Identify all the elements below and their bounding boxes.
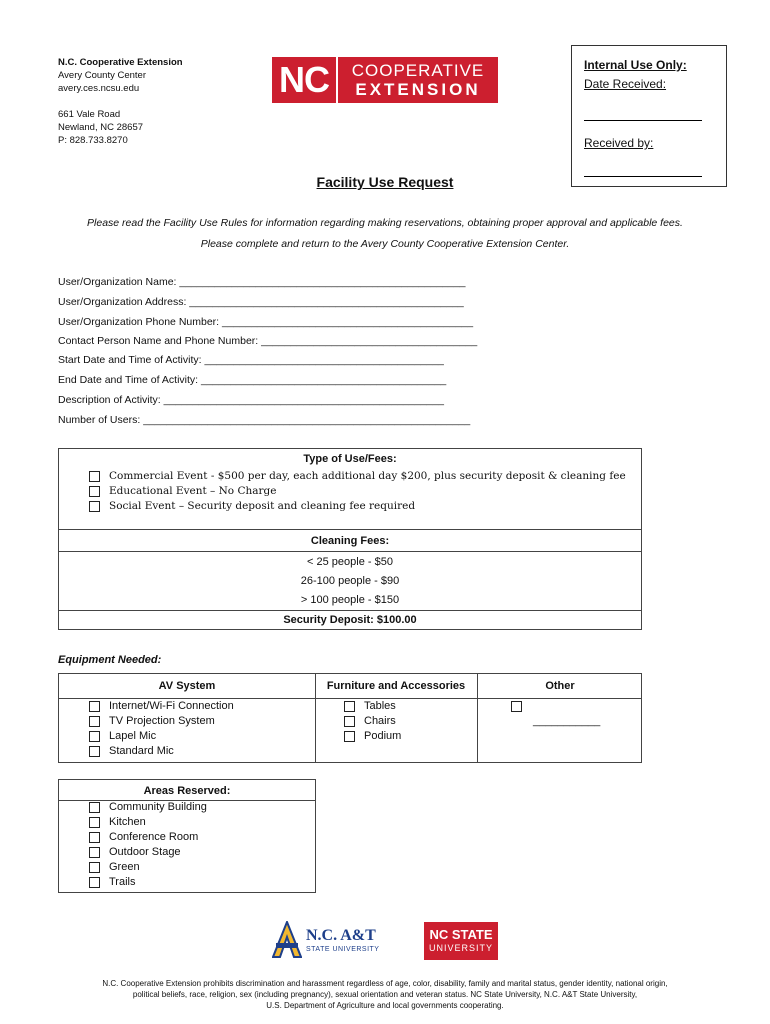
ncstate-sub: UNIVERSITY — [428, 943, 493, 953]
end-date-field[interactable]: End Date and Time of Activity: __________________________________________ — [58, 374, 447, 386]
instructions-line1: Please read the Facility Use Rules for information regarding making reservations, obtaining proper approval and applicable fees. — [87, 217, 683, 229]
ncat-aggie-icon — [272, 921, 302, 961]
option-social[interactable]: Social Event – Security deposit and cleaning fee required — [89, 500, 415, 512]
ncat-logo — [272, 921, 387, 961]
logo-nc: NC — [272, 57, 336, 103]
checkbox[interactable] — [89, 847, 100, 858]
checkbox[interactable] — [344, 731, 355, 742]
furn-item-podium[interactable]: Podium — [344, 730, 401, 742]
checkbox[interactable] — [344, 701, 355, 712]
other-blank[interactable]: ___________ — [533, 715, 601, 727]
center-name: Avery County Center — [58, 70, 147, 81]
av-item-wifi[interactable]: Internet/Wi-Fi Connection — [89, 700, 234, 712]
cleaning-tier: < 25 people - $50 — [307, 556, 393, 568]
area-conference-room[interactable]: Conference Room — [89, 831, 198, 843]
other-item[interactable] — [511, 700, 531, 712]
checkbox[interactable] — [344, 716, 355, 727]
areas-reserved-box — [58, 779, 316, 893]
option-commercial[interactable]: Commercial Event - $500 per day, each additional day $200, plus security deposit & cleaning fee — [89, 470, 626, 482]
furn-item-tables[interactable]: Tables — [344, 700, 396, 712]
date-received-label: Date Received: — [584, 77, 667, 91]
org-address-field[interactable]: User/Organization Address: _______________________________________________ — [58, 296, 464, 308]
cleaning-fees-title: Cleaning Fees: — [310, 535, 390, 547]
cleaning-tier: 26-100 people - $90 — [300, 575, 400, 587]
start-date-field[interactable]: Start Date and Time of Activity: _________________________________________ — [58, 354, 444, 366]
footer-disclaimer: N.C. Cooperative Extension prohibits discrimination and harassment regardless of age, color, disability, family and marital status, gender identity, national origin, political beliefs, race, religion, sex (including pregnancy), sexual orientation and veteran status. NC State University, N.C. A&T State University, U.S. Department of Agriculture and local governments cooperating. — [102, 979, 668, 1010]
number-of-users-field[interactable]: Number of Users: ________________________________________________________ — [58, 414, 471, 426]
furn-item-chairs[interactable]: Chairs — [344, 715, 396, 727]
checkbox[interactable] — [89, 731, 100, 742]
av-item-tv[interactable]: TV Projection System — [89, 715, 215, 727]
checkbox[interactable] — [89, 746, 100, 757]
city: Newland, NC 28657 — [58, 122, 144, 133]
description-field[interactable]: Description of Activity: ________________________________________________ — [58, 394, 444, 406]
option-educational[interactable]: Educational Event – No Charge — [89, 485, 276, 497]
other-header: Other — [545, 680, 575, 692]
area-outdoor-stage[interactable]: Outdoor Stage — [89, 846, 181, 858]
checkbox[interactable] — [89, 862, 100, 873]
type-of-use-title: Type of Use/Fees: — [303, 453, 397, 465]
nc-state-logo — [424, 922, 498, 960]
website: avery.ces.ncsu.edu — [58, 83, 140, 94]
type-of-use-box — [58, 448, 642, 630]
security-deposit: Security Deposit: $100.00 — [283, 614, 417, 626]
checkbox[interactable] — [89, 877, 100, 888]
area-trails[interactable]: Trails — [89, 876, 135, 888]
internal-use-box — [571, 45, 727, 187]
checkbox[interactable] — [89, 802, 100, 813]
instructions-line2: Please complete and return to the Avery County Cooperative Extension Center. — [200, 238, 570, 250]
checkbox[interactable] — [89, 716, 100, 727]
checkbox[interactable] — [89, 701, 100, 712]
checkbox[interactable] — [89, 817, 100, 828]
checkbox[interactable] — [511, 701, 522, 712]
av-system-header: AV System — [158, 680, 216, 692]
av-item-lapel-mic[interactable]: Lapel Mic — [89, 730, 156, 742]
header-contact — [58, 56, 183, 147]
org-name-field[interactable]: User/Organization Name: _________________________________________________ — [58, 276, 466, 288]
area-community-building[interactable]: Community Building — [89, 801, 207, 813]
area-green[interactable]: Green — [89, 861, 140, 873]
checkbox[interactable] — [89, 486, 100, 497]
nc-cooperative-extension-logo — [272, 57, 498, 103]
av-item-standard-mic[interactable]: Standard Mic — [89, 745, 174, 757]
phone: P: 828.733.8270 — [58, 135, 128, 146]
checkbox[interactable] — [89, 471, 100, 482]
equipment-title: Equipment Needed: — [58, 654, 162, 666]
ncstate-name: NC STATE — [429, 927, 493, 942]
page-title: Facility Use Request — [316, 174, 454, 190]
cleaning-tier: > 100 people - $150 — [300, 594, 400, 606]
org-phone-field[interactable]: User/Organization Phone Number: ___________________________________________ — [58, 316, 474, 328]
checkbox[interactable] — [89, 501, 100, 512]
date-received-line[interactable] — [584, 120, 702, 121]
street: 661 Vale Road — [58, 109, 121, 120]
checkbox[interactable] — [89, 832, 100, 843]
logo-line2: EXTENSION — [355, 80, 481, 99]
equipment-table — [58, 673, 642, 763]
internal-title: Internal Use Only: — [584, 58, 687, 72]
received-by-label: Received by: — [584, 136, 654, 150]
furniture-header: Furniture and Accessories — [326, 680, 466, 692]
contact-person-field[interactable]: Contact Person Name and Phone Number: _____________________________________ — [58, 335, 478, 347]
areas-title: Areas Reserved: — [143, 785, 231, 797]
ncat-name: N.C. A&T — [306, 927, 376, 944]
ncat-sub: STATE UNIVERSITY — [306, 946, 380, 953]
logo-line1: COOPERATIVE — [351, 61, 485, 80]
org-name: N.C. Cooperative Extension — [58, 57, 183, 68]
area-kitchen[interactable]: Kitchen — [89, 816, 146, 828]
